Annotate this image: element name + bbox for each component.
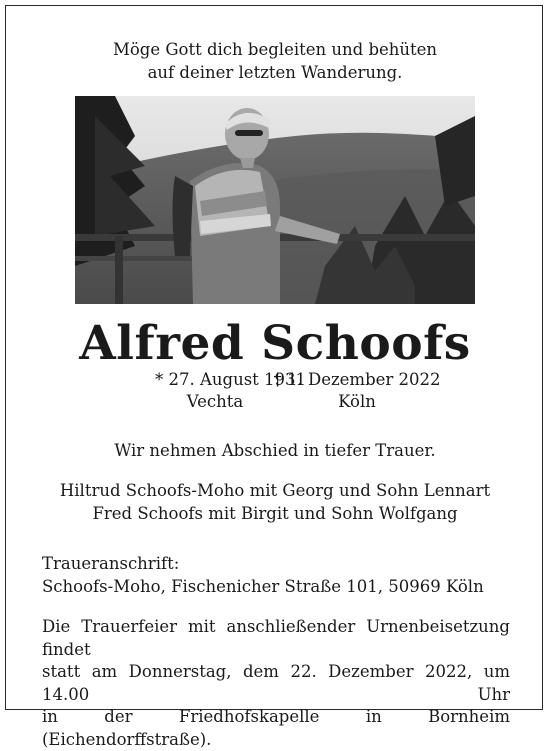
family-line-1: Hiltrud Schoofs-Moho mit Georg und Sohn Lennart xyxy=(59,481,491,500)
ceremony-line-2: statt am Donnerstag, dem 22. Dezember 2022, um 14.00 Uhr xyxy=(42,662,510,704)
death-date: † 1. Dezember 2022 xyxy=(273,370,441,389)
motto-line-2: auf deiner letzten Wanderung. xyxy=(147,63,403,82)
photo-image xyxy=(75,96,475,304)
mourning-address xyxy=(42,553,484,598)
ceremony-line-1: Die Trauerfeier mit anschließender Urnenbeisetzung findet xyxy=(42,617,510,659)
ceremony-info xyxy=(42,616,510,751)
birth-date: * 27. August 1931 xyxy=(155,370,307,389)
portrait-photo xyxy=(75,96,475,304)
motto-line-1: Möge Gott dich begleiten und behüten xyxy=(112,40,438,59)
farewell-text: Wir nehmen Abschied in tiefer Trauer. xyxy=(114,441,436,460)
life-dates xyxy=(0,369,550,415)
ceremony-line-3: in der Friedhofskapelle in Bornheim (Eichendorffstraße). xyxy=(42,707,510,749)
family-members xyxy=(0,480,550,525)
address-value: Schoofs-Moho, Fischenicher Straße 101, 50969 Köln xyxy=(42,576,484,596)
motto xyxy=(0,38,550,84)
birth-place: Vechta xyxy=(186,392,244,411)
death-info xyxy=(262,369,452,413)
death-place: Köln xyxy=(338,392,376,411)
birth-info xyxy=(155,369,307,413)
deceased-name: Alfred Schoofs xyxy=(79,316,471,371)
address-label: Traueranschrift: xyxy=(42,554,180,573)
family-line-2: Fred Schoofs mit Birgit und Sohn Wolfgang xyxy=(92,503,458,523)
